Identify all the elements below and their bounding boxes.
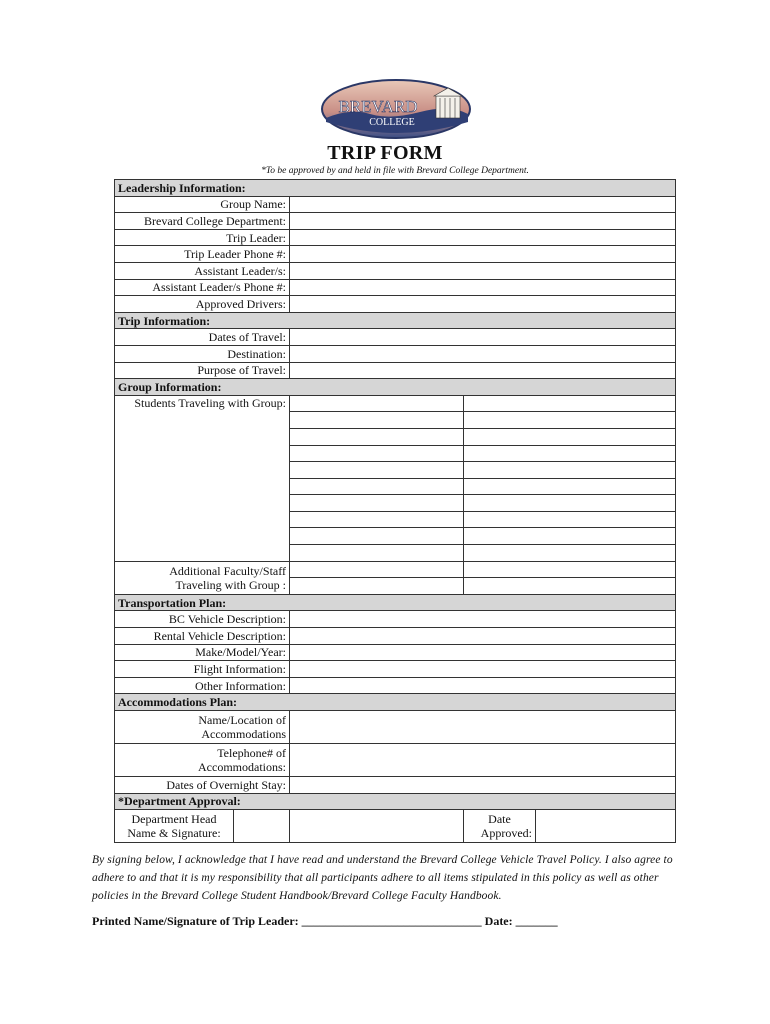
student-name-cell[interactable] <box>290 511 464 528</box>
student-name-cell[interactable] <box>464 511 676 528</box>
student-name-cell[interactable] <box>464 462 676 479</box>
field-label: Destination: <box>115 345 290 362</box>
field-label: Brevard College Department: <box>115 213 290 230</box>
section-title: Transportation Plan: <box>115 594 676 611</box>
approved-drivers-field[interactable] <box>290 296 676 313</box>
student-name-cell[interactable] <box>464 495 676 512</box>
form-row <box>115 677 676 694</box>
section-title: Group Information: <box>115 379 676 396</box>
field-label: Trip Leader: <box>115 229 290 246</box>
student-name-cell[interactable] <box>464 412 676 429</box>
form-row <box>115 362 676 379</box>
field-label: Make/Model/Year: <box>115 644 290 661</box>
student-name-cell[interactable] <box>464 428 676 445</box>
section-group <box>115 379 676 396</box>
student-name-cell[interactable] <box>464 445 676 462</box>
form-row <box>115 196 676 213</box>
department-field[interactable] <box>290 213 676 230</box>
field-label-line: Name/Location of <box>198 713 286 727</box>
department-head-signature-field-ext[interactable] <box>290 810 464 843</box>
field-label: Rental Vehicle Description: <box>115 628 290 645</box>
field-label: Students Traveling with Group: <box>115 395 290 561</box>
field-label-line: Accommodations <box>201 727 286 741</box>
form-row <box>115 213 676 230</box>
student-name-cell[interactable] <box>290 462 464 479</box>
faculty-name-cell[interactable] <box>290 561 464 578</box>
student-row <box>115 395 676 412</box>
accommodation-location-field[interactable] <box>290 711 676 744</box>
field-label-line: Accommodations: <box>198 760 286 774</box>
field-label-line: Telephone# of <box>217 746 286 760</box>
field-label <box>464 810 536 843</box>
svg-text:BREVARD: BREVARD <box>338 97 418 116</box>
student-name-cell[interactable] <box>290 528 464 545</box>
form-row <box>115 262 676 279</box>
field-label-line: Date <box>488 812 511 827</box>
date-approved-field[interactable] <box>536 810 676 843</box>
student-name-cell[interactable] <box>290 478 464 495</box>
faculty-name-cell[interactable] <box>290 578 464 595</box>
overnight-dates-field[interactable] <box>290 777 676 794</box>
department-head-signature-field[interactable] <box>234 810 290 842</box>
agreement-text: By signing below, I acknowledge that I have read and understand the Brevard College Vehicle Travel Policy. I also agree to adhere to and that it is my responsibility that all participants adhere to all items stipulated in this policy as well as other policies in the Brevard College Student Handbook/Brevard College Faculty Handbook. <box>92 854 673 902</box>
student-name-cell[interactable] <box>464 528 676 545</box>
subtitle: *To be approved by and held in file with Brevard College Department. <box>261 166 529 176</box>
form-row <box>115 296 676 313</box>
svg-text:COLLEGE: COLLEGE <box>369 117 415 128</box>
form-row <box>115 246 676 263</box>
form-row <box>115 329 676 346</box>
bc-vehicle-field[interactable] <box>290 611 676 628</box>
make-model-year-field[interactable] <box>290 644 676 661</box>
form-row <box>115 711 676 744</box>
field-label: Flight Information: <box>115 661 290 678</box>
destination-field[interactable] <box>290 345 676 362</box>
field-label-line: Name & Signature: <box>127 826 221 841</box>
student-name-cell[interactable] <box>290 395 464 412</box>
field-label: Purpose of Travel: <box>115 362 290 379</box>
field-label: Group Name: <box>115 196 290 213</box>
flight-information-field[interactable] <box>290 661 676 678</box>
form-row <box>115 229 676 246</box>
assistant-leaders-field[interactable] <box>290 262 676 279</box>
trip-leader-phone-field[interactable] <box>290 246 676 263</box>
faculty-name-cell[interactable] <box>464 578 676 595</box>
assistant-leaders-phone-field[interactable] <box>290 279 676 296</box>
form-row <box>115 644 676 661</box>
student-name-cell[interactable] <box>464 545 676 562</box>
field-label: Dates of Overnight Stay: <box>115 777 290 794</box>
section-transportation <box>115 594 676 611</box>
field-label-line: Approved: <box>480 826 532 841</box>
brevard-college-logo <box>320 78 472 140</box>
dates-of-travel-field[interactable] <box>290 329 676 346</box>
student-name-cell[interactable] <box>290 445 464 462</box>
field-label: Assistant Leader/s: <box>115 262 290 279</box>
page-title: TRIP FORM <box>327 142 443 164</box>
section-title: Trip Information: <box>115 312 676 329</box>
field-label <box>115 744 290 777</box>
printed-name-signature-line: Printed Name/Signature of Trip Leader: ______________________________ Date: _______ <box>92 914 558 928</box>
form-row <box>115 628 676 645</box>
field-label: Assistant Leader/s Phone #: <box>115 279 290 296</box>
field-label-line: Department Head <box>131 812 217 827</box>
form-row <box>115 279 676 296</box>
form-row <box>115 611 676 628</box>
field-label: Other Information: <box>115 677 290 694</box>
accommodation-telephone-field[interactable] <box>290 744 676 777</box>
student-name-cell[interactable] <box>464 395 676 412</box>
field-label <box>115 810 290 843</box>
trip-form-table <box>114 179 676 843</box>
other-information-field[interactable] <box>290 677 676 694</box>
purpose-of-travel-field[interactable] <box>290 362 676 379</box>
section-title: *Department Approval: <box>115 793 676 810</box>
section-leadership <box>115 180 676 197</box>
department-head-label <box>115 810 234 842</box>
rental-vehicle-field[interactable] <box>290 628 676 645</box>
form-row <box>115 744 676 777</box>
student-name-cell[interactable] <box>290 412 464 429</box>
student-name-cell[interactable] <box>290 545 464 562</box>
field-label: Dates of Travel: <box>115 329 290 346</box>
field-label: BC Vehicle Description: <box>115 611 290 628</box>
field-label <box>115 561 290 594</box>
student-name-cell[interactable] <box>290 428 464 445</box>
section-trip <box>115 312 676 329</box>
group-name-field[interactable] <box>290 196 676 213</box>
section-title: Accommodations Plan: <box>115 694 676 711</box>
field-label: Trip Leader Phone #: <box>115 246 290 263</box>
approval-label-layout <box>115 810 289 842</box>
field-label <box>115 711 290 744</box>
section-accommodations <box>115 694 676 711</box>
field-label: Approved Drivers: <box>115 296 290 313</box>
faculty-row <box>115 561 676 578</box>
form-row <box>115 777 676 794</box>
faculty-name-cell[interactable] <box>464 561 676 578</box>
student-name-cell[interactable] <box>464 478 676 495</box>
section-title: Leadership Information: <box>115 180 676 197</box>
trip-leader-field[interactable] <box>290 229 676 246</box>
student-name-cell[interactable] <box>290 495 464 512</box>
form-row <box>115 661 676 678</box>
approval-row <box>115 810 676 843</box>
section-approval <box>115 793 676 810</box>
form-row <box>115 345 676 362</box>
field-label-line: Traveling with Group : <box>175 577 286 592</box>
field-label-line: Additional Faculty/Staff <box>169 563 286 578</box>
